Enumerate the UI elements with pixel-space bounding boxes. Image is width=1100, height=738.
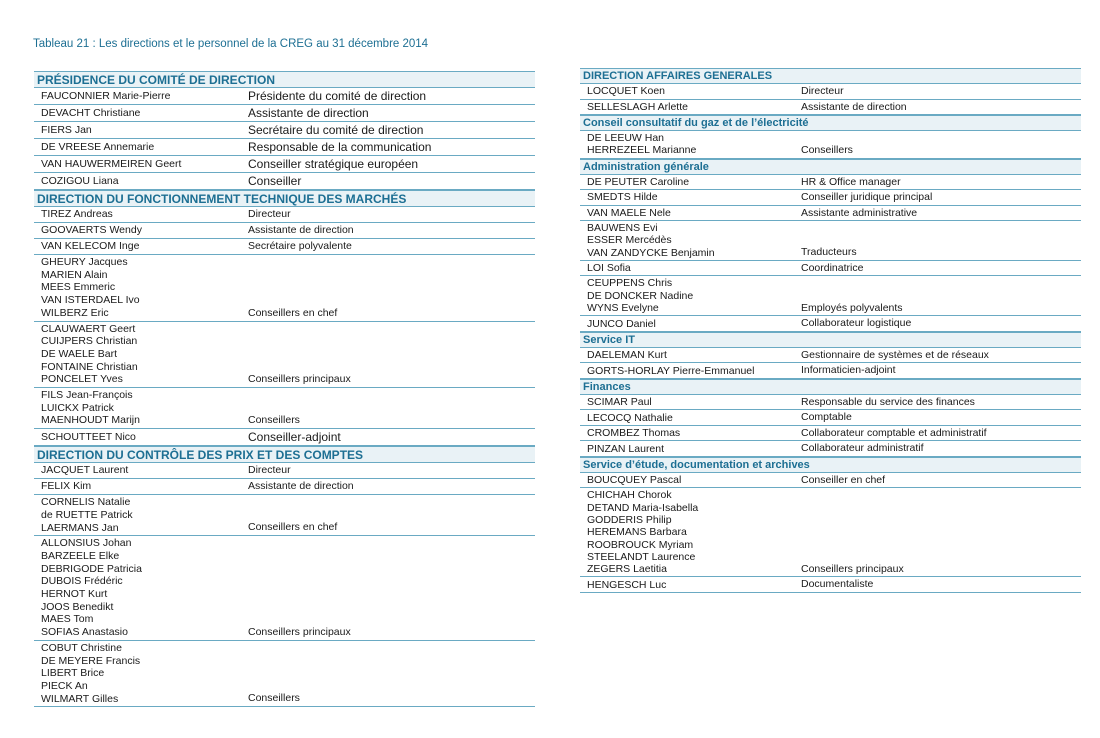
staff-function: Collaborateur comptable et administratif: [801, 426, 987, 439]
staff-name: DE DONCKER Nadine: [587, 289, 694, 302]
staff-name: LOCQUET Koen: [587, 85, 666, 98]
table-row: [580, 131, 1081, 159]
staff-name: VAN ZANDYCKE Benjamin: [587, 246, 715, 259]
staff-names: [580, 176, 801, 188]
staff-names: [34, 480, 248, 493]
staff-name: FIERS Jan: [41, 124, 92, 137]
staff-function: Conseiller-adjoint: [248, 430, 341, 445]
staff-name: PINZAN Laurent: [587, 442, 665, 455]
staff-name: JOOS Benedikt: [41, 600, 114, 613]
staff-name: WILBERZ Eric: [41, 306, 109, 319]
staff-function: Présidente du comité de direction: [248, 89, 427, 103]
staff-function: Conseillers en chef: [248, 306, 338, 319]
staff-function: Directeur: [801, 85, 844, 97]
staff-function: Conseiller: [248, 174, 302, 188]
table-row: [34, 641, 535, 708]
staff-name: MEES Emmeric: [41, 281, 116, 294]
section-heading: Administration générale: [580, 159, 1081, 175]
staff-names: [580, 207, 801, 219]
staff-function: Gestionnaire de systèmes et de réseaux: [801, 348, 989, 361]
staff-names: [580, 365, 801, 377]
staff-name: DE LEEUW Han: [587, 132, 665, 144]
staff-function: Collaborateur administratif: [801, 442, 924, 455]
staff-function: Traducteurs: [801, 246, 857, 259]
staff-name: COZIGOU Liana: [41, 175, 119, 188]
staff-function: Assistante de direction: [248, 224, 354, 236]
staff-names: [580, 101, 801, 113]
staff-function: Informaticien-adjoint: [801, 364, 896, 377]
table-row: [580, 206, 1081, 222]
staff-function: Conseillers: [248, 414, 300, 427]
table-row: [580, 190, 1081, 206]
staff-name: CLAUWAERT Geert: [41, 322, 136, 335]
table-row: [580, 395, 1081, 411]
table-row: [34, 322, 535, 389]
staff-name: COBUT Christine: [41, 641, 122, 654]
staff-name: ALLONSIUS Johan: [41, 537, 132, 550]
staff-names: [580, 427, 801, 439]
staff-function: Conseiller juridique principal: [801, 191, 933, 204]
staff-name: FILS Jean-François: [41, 389, 133, 402]
table-row: [580, 363, 1081, 379]
staff-names: [34, 240, 248, 253]
staff-name: LAERMANS Jan: [41, 521, 119, 534]
table-row: [34, 122, 535, 139]
staff-names: [580, 396, 801, 408]
staff-name: VAN ISTERDAEL Ivo: [41, 294, 140, 307]
staff-name: DEVACHT Christiane: [41, 107, 141, 120]
staff-names: [580, 262, 801, 274]
table-row: [34, 88, 535, 105]
table-row: [34, 207, 535, 223]
staff-name: MARIEN Alain: [41, 268, 108, 281]
table-row: [34, 255, 535, 322]
staff-function: Documentaliste: [801, 578, 874, 591]
staff-function: Secrétaire du comité de direction: [248, 123, 424, 137]
staff-function: Conseillers principaux: [801, 562, 904, 575]
staff-function: Assistante de direction: [248, 480, 354, 493]
staff-name: HERREZEEL Marianne: [587, 144, 697, 157]
table-row: [34, 156, 535, 173]
staff-function: Conseillers: [248, 692, 300, 705]
staff-name: LIBERT Brice: [41, 667, 105, 680]
staff-function: Employés polyvalents: [801, 301, 903, 314]
table-row: [580, 348, 1081, 364]
staff-function: Collaborateur logistique: [801, 317, 912, 330]
staff-names: [580, 85, 801, 97]
staff-function: Coordinatrice: [801, 261, 864, 274]
staff-name: FELIX Kim: [41, 480, 92, 493]
table-row: [34, 223, 535, 239]
section-heading: DIRECTION DU FONCTIONNEMENT TECHNIQUE DES MARCHÉS: [34, 190, 535, 207]
staff-names: [34, 642, 248, 706]
table-row: [34, 173, 535, 190]
table-row: [580, 100, 1081, 116]
section-heading: Service d’étude, documentation et archives: [580, 457, 1081, 473]
staff-name: FAUCONNIER Marie-Pierre: [41, 90, 171, 103]
table-row: [580, 175, 1081, 191]
staff-name: FONTAINE Christian: [41, 360, 138, 373]
staff-names: [580, 277, 801, 314]
staff-function: Conseillers: [801, 144, 853, 157]
table-row: [34, 139, 535, 156]
staff-names: [34, 431, 248, 444]
staff-name: CORNELIS Natalie: [41, 496, 131, 509]
staff-function: Assistante de direction: [801, 100, 907, 113]
staff-names: [34, 464, 248, 477]
staff-names: [34, 158, 248, 171]
staff-name: LOI Sofia: [587, 262, 631, 275]
staff-names: [34, 389, 248, 427]
staff-names: [580, 191, 801, 203]
staff-function: HR & Office manager: [801, 175, 901, 188]
section-heading: DIRECTION AFFAIRES GENERALES: [580, 68, 1081, 84]
staff-name: GOOVAERTS Wendy: [41, 224, 142, 237]
staff-name: ESSER Mercédès: [587, 234, 672, 247]
staff-names: [34, 141, 248, 154]
staff-names: [34, 537, 248, 639]
staff-name: DUBOIS Frédéric: [41, 575, 123, 588]
staff-function: Conseiller stratégique européen: [248, 157, 419, 171]
staff-names: [34, 175, 248, 188]
staff-name: BAUWENS Evi: [587, 222, 658, 235]
staff-name: PONCELET Yves: [41, 373, 123, 386]
staff-name: HEREMANS Barbara: [587, 526, 687, 539]
section-heading: Finances: [580, 379, 1081, 395]
staff-function: Conseiller en chef: [801, 473, 886, 486]
table-row: [580, 577, 1081, 593]
staff-name: BOUCQUEY Pascal: [587, 474, 682, 487]
staff-name: DE WAELE Bart: [41, 347, 118, 360]
staff-function: Assistante de direction: [248, 106, 369, 120]
staff-names: [34, 107, 248, 120]
table-row: [34, 388, 535, 429]
staff-name: SCHOUTTEET Nico: [41, 431, 136, 444]
staff-function: Conseillers principaux: [248, 625, 351, 638]
staff-name: LUICKX Patrick: [41, 401, 114, 414]
staff-function: Secrétaire polyvalente: [248, 240, 352, 252]
table-row: [580, 441, 1081, 457]
staff-name: VAN KELECOM Inge: [41, 240, 140, 253]
table-row: [580, 488, 1081, 577]
staff-names: [34, 124, 248, 137]
staff-name: BARZEELE Elke: [41, 549, 120, 562]
table-row: [34, 536, 535, 641]
staff-name: MAES Tom: [41, 613, 94, 626]
staff-name: DE MEYERE Francis: [41, 654, 141, 667]
section-heading: PRÉSIDENCE DU COMITÉ DE DIRECTION: [34, 71, 535, 88]
staff-function: Conseillers principaux: [248, 373, 351, 386]
staff-name: JUNCO Daniel: [587, 317, 656, 330]
staff-name: CUIJPERS Christian: [41, 335, 138, 348]
staff-names: [580, 474, 801, 486]
staff-function: Directeur: [248, 464, 291, 477]
table-row: [580, 316, 1081, 332]
staff-name: DAELEMAN Kurt: [587, 349, 667, 362]
staff-function: Conseillers en chef: [248, 521, 338, 534]
table-row: [34, 479, 535, 495]
staff-name: VAN MAELE Nele: [587, 206, 671, 219]
staff-name: WILMART Gilles: [41, 692, 119, 705]
staff-names: [580, 489, 801, 575]
staff-name: DETAND Maria-Isabella: [587, 501, 699, 514]
staff-name: ZEGERS Laetitia: [587, 563, 667, 576]
staff-name: HERNOT Kurt: [41, 588, 108, 601]
table-row: [580, 473, 1081, 489]
table-row: [34, 429, 535, 446]
staff-name: MAENHOUDT Marijn: [41, 414, 140, 427]
staff-name: SELLESLAGH Arlette: [587, 100, 688, 113]
staff-names: [580, 412, 801, 424]
staff-names: [34, 224, 248, 237]
staff-name: SMEDTS Hilde: [587, 191, 658, 204]
staff-names: [580, 579, 801, 591]
staff-name: STEELANDT Laurence: [587, 550, 696, 563]
table-row: [34, 463, 535, 479]
staff-names: [580, 318, 801, 330]
section-heading: DIRECTION DU CONTRÔLE DES PRIX ET DES COMPTES: [34, 446, 535, 463]
table-row: [580, 410, 1081, 426]
staff-names: [34, 208, 248, 221]
staff-name: LECOCQ Nathalie: [587, 411, 673, 424]
staff-names: [580, 443, 801, 455]
section-heading: Conseil consultatif du gaz et de l’électricité: [580, 115, 1081, 131]
staff-name: GODDERIS Philip: [587, 513, 672, 526]
left-column: [34, 71, 535, 707]
staff-name: DEBRIGODE Patricia: [41, 562, 142, 575]
staff-name: GHEURY Jacques: [41, 256, 128, 268]
table-row: [34, 105, 535, 122]
staff-names: [34, 256, 248, 320]
section-heading: Service IT: [580, 332, 1081, 348]
staff-names: [34, 90, 248, 103]
staff-names: [580, 349, 801, 361]
staff-function: Directeur: [248, 208, 291, 220]
staff-name: GORTS-HORLAY Pierre-Emmanuel: [587, 364, 755, 377]
staff-name: HENGESCH Luc: [587, 578, 667, 591]
table-row: [34, 239, 535, 255]
staff-name: TIREZ Andreas: [41, 208, 113, 221]
staff-name: DE PEUTER Caroline: [587, 175, 690, 188]
table-row: [580, 426, 1081, 442]
staff-name: SCIMAR Paul: [587, 396, 652, 409]
staff-name: JACQUET Laurent: [41, 464, 129, 477]
staff-name: DE VREESE Annemarie: [41, 141, 155, 154]
staff-name: WYNS Evelyne: [587, 302, 659, 315]
staff-name: VAN HAUWERMEIREN Geert: [41, 158, 182, 171]
staff-function: Responsable de la communication: [248, 140, 432, 154]
right-column: [580, 68, 1081, 593]
staff-name: de RUETTE Patrick: [41, 508, 133, 521]
staff-names: [580, 222, 801, 259]
staff-name: CEUPPENS Chris: [587, 277, 673, 290]
staff-name: CHICHAH Chorok: [587, 489, 672, 502]
table-row: [34, 495, 535, 536]
staff-name: SOFIAS Anastasio: [41, 626, 128, 639]
staff-function: Comptable: [801, 411, 852, 424]
staff-names: [34, 496, 248, 534]
table-row: [580, 261, 1081, 277]
staff-name: PIECK An: [41, 679, 88, 692]
staff-function: Assistante administrative: [801, 206, 918, 219]
staff-names: [580, 132, 801, 157]
staff-names: [34, 323, 248, 387]
table-row: [580, 84, 1081, 100]
staff-function: Responsable du service des finances: [801, 395, 975, 408]
staff-name: ROOBROUCK Myriam: [587, 538, 694, 551]
table-row: [580, 221, 1081, 261]
staff-name: CROMBEZ Thomas: [587, 427, 681, 440]
table-row: [580, 276, 1081, 316]
table-caption: Tableau 21 : Les directions et le personnel de la CREG au 31 décembre 2014: [33, 38, 429, 50]
